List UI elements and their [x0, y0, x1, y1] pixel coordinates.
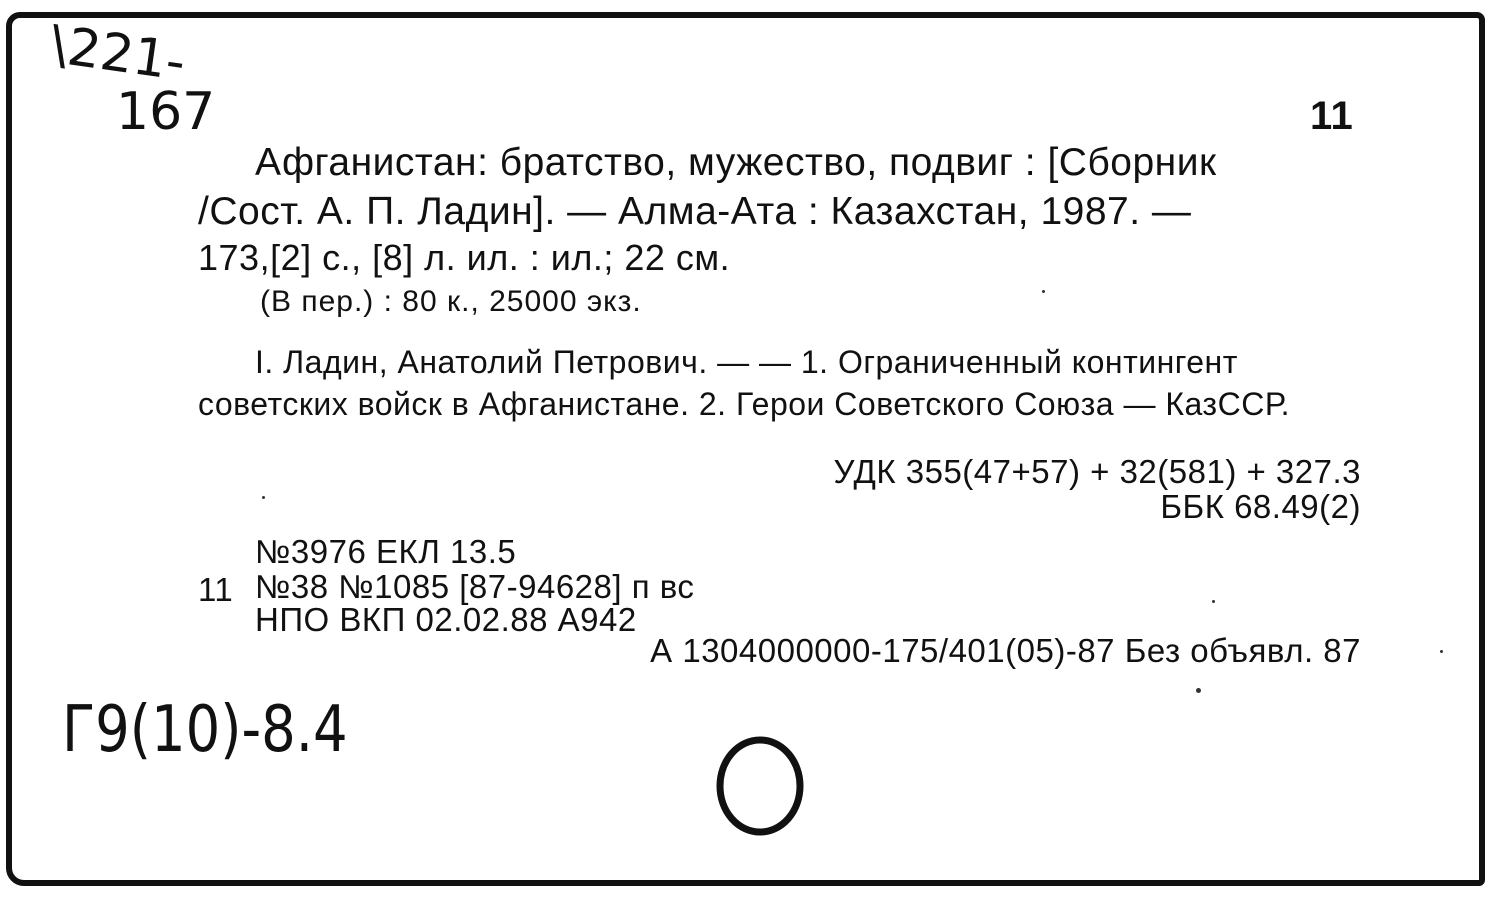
- bbk-code: ББК 68.49(2): [1160, 488, 1361, 525]
- print-info-line-1: №3976 ЕКЛ 13.5: [255, 533, 517, 570]
- print-info-line-4: А 1304000000-175/401(05)-87 Без объявл. 87: [650, 632, 1361, 669]
- bib-line-3: 173,[2] с., [8] л. ил. : ил.; 22 см.: [198, 237, 731, 278]
- bib-line-1: Афганистан: братство, мужество, подвиг : [Сборник: [255, 141, 1217, 184]
- print-info-line-2: №38 №1085 [87-94628] п вс: [255, 568, 695, 605]
- bib-line-2: /Сост. А. П. Ладин]. — Алма-Ата : Казахстан, 1987. —: [198, 190, 1192, 233]
- print-info-line-3: НПО ВКП 02.02.88 А942: [255, 601, 637, 638]
- udk-code: УДК 355(47+57) + 32(581) + 327.3: [833, 453, 1361, 490]
- speckle: [1440, 650, 1443, 653]
- handwritten-shelfmark-line1: \221-: [46, 14, 190, 94]
- punch-hole: [702, 728, 822, 848]
- punch-hole-outline: [720, 740, 800, 832]
- handwritten-classification: Г9(10)-8.4: [62, 693, 348, 767]
- speckle: [1196, 688, 1201, 693]
- speckle: [1042, 290, 1045, 293]
- bib-line-4: (В пер.) : 80 к., 25000 экз.: [260, 285, 642, 318]
- handwritten-shelfmark-line2: 167: [116, 82, 216, 142]
- print-info-line-2-prefix: 11: [198, 571, 234, 608]
- speckle: [1212, 600, 1215, 603]
- subject-line-2: советских войск в Афганистане. 2. Герои Советского Союза — КазССР.: [198, 386, 1290, 422]
- speckle: [262, 496, 265, 499]
- card-number: 11: [1310, 94, 1354, 138]
- subject-line-1: I. Ладин, Анатолий Петрович. — — 1. Ограниченный контингент: [255, 344, 1238, 380]
